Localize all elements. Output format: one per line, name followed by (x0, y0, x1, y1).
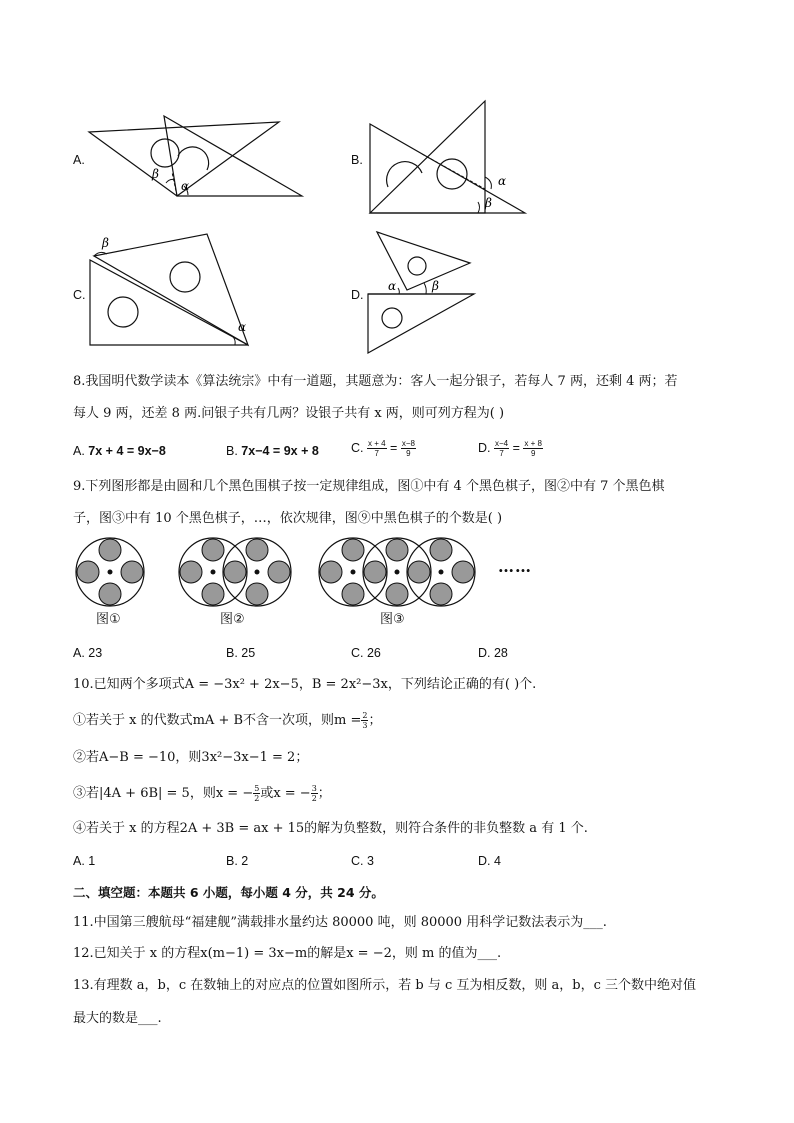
q10-statement-3: ③若|4A + 6B| = 5，则x = − $\frac{5}{2}$ 或x = − $\frac{3}{2}$ ； (73, 784, 331, 803)
ruler-hole (108, 297, 138, 327)
q8-stem-line1: 8.我国明代数学读本《算法统宗》中有一道题，其题意为：客人一起分银子，若每人 7 两，还剩 4 两；若 (73, 374, 678, 389)
q10-statement-4: ④若关于 x 的方程2A + 3B = ax + 15的解为负整数，则符合条件的非负整数 a 有 1 个. (73, 821, 588, 836)
fig3-caption: 图③ (380, 612, 405, 627)
triangle-ruler-2 (94, 234, 248, 345)
figure-option-a (80, 110, 310, 205)
section-heading-fill-in: 二、填空题：本题共 6 小题，每小题 4 分，共 24 分。 (73, 885, 384, 900)
beta-label: β (152, 167, 159, 181)
q13-text-line1: 13.有理数 a，b，c 在数轴上的对应点的位置如图所示，若 b 与 c 互为相反数，则 a，b，c 三个数中绝对值 (73, 978, 697, 993)
beta-label: β (432, 279, 439, 293)
q9-stem-line1: 9.下列图形都是由圆和几个黑色围棋子按一定规律组成，图①中有 4 个黑色棋子，图②中有 7 个黑色棋 (73, 479, 665, 494)
q8-option-d: D. $\frac{x-4}{7}$ = $\frac{x + 8}{9}$ (478, 439, 542, 459)
option-d-label: D. (351, 288, 364, 302)
beta-label: β (102, 236, 109, 250)
ruler-hole (437, 159, 467, 189)
q9-stem-line2: 子，图③中有 10 个黑色棋子，…，依次规律，图⑨中黑色棋子的个数是( ) (73, 511, 503, 526)
beta-label: β (485, 196, 492, 210)
option-b-label: B. (351, 153, 363, 167)
q10-statement-1: ①若关于 x 的代数式mA + B不含一次项，则m = $\frac{2}{3}$ ； (73, 711, 382, 730)
alpha-label: α (181, 179, 190, 193)
q10-option-b: B. 2 (226, 854, 249, 868)
ruler-hole (382, 308, 402, 328)
pattern-3 (319, 538, 475, 606)
alpha-label: α (498, 174, 507, 188)
fig2-caption: 图② (220, 612, 245, 627)
q8-option-c: C. $\frac{x + 4}{7}$ = $\frac{x-8}{9}$ (351, 439, 415, 459)
q10-stem: 10.已知两个多项式A = −3x² + 2x−5，B = 2x²−3x，下列结论正确的有( )个. (73, 677, 537, 692)
alpha-label: α (238, 320, 247, 334)
figure-option-c (80, 228, 260, 353)
q11-text: 11.中国第三艘航母“福建舰”满载排水量约达 80000 吨，则 80000 用科学记数法表示为___. (73, 915, 607, 930)
ruler-hole (151, 139, 179, 167)
q10-statement-2: ②若A−B = −10，则3x²−3x−1 = 2； (73, 750, 309, 765)
figure-option-d (360, 228, 485, 358)
option-a-label: A. (73, 153, 85, 167)
option-c-label: C. (73, 288, 86, 302)
q9-option-b: B. 25 (226, 646, 256, 660)
q10-option-c: C. 3 (351, 854, 374, 868)
q9-option-d: D. 28 (478, 646, 508, 660)
q8-option-a: A. 7x + 4 = 9x−8 (73, 444, 166, 458)
q9-option-c: C. 26 (351, 646, 381, 660)
pattern-2 (179, 538, 291, 606)
q10-option-d: D. 4 (478, 854, 501, 868)
q8-option-b: B. 7x−4 = 9x + 8 (226, 444, 319, 458)
q10-option-a: A. 1 (73, 854, 96, 868)
q13-text-line2: 最大的数是___. (73, 1011, 162, 1026)
q9-pattern-figure (70, 535, 550, 613)
triangle-ruler-1 (90, 260, 248, 345)
ruler-hole (170, 262, 200, 292)
q12-text: 12.已知关于 x 的方程x(m−1) = 3x−m的解是x = −2，则 m 的值为___. (73, 946, 502, 961)
pattern-ellipsis: …… (498, 557, 532, 576)
q8-stem-line2: 每人 9 两，还差 8 两.问银子共有几两？设银子共有 x 两，则可列方程为( ) (73, 406, 505, 421)
pattern-1 (76, 538, 144, 606)
fig1-caption: 图① (96, 612, 121, 627)
ruler-hole (408, 257, 426, 275)
figure-option-b (360, 95, 535, 220)
q9-option-a: A. 23 (73, 646, 103, 660)
alpha-label: α (388, 279, 397, 293)
